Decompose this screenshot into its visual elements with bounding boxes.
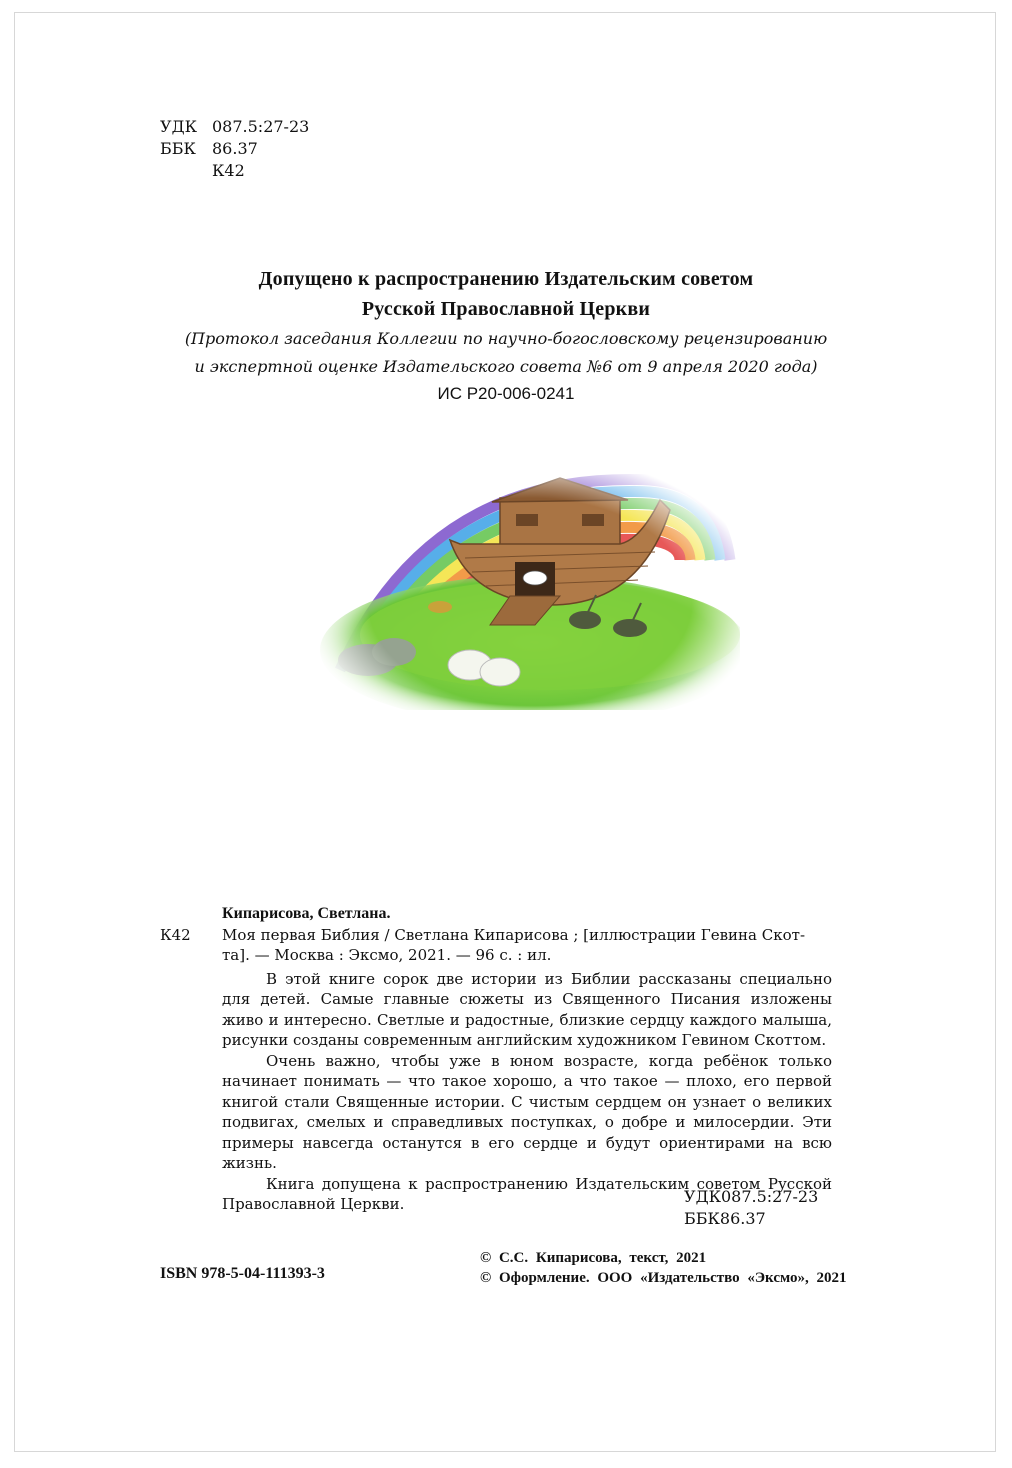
protocol-line-1: (Протокол заседания Коллегии по научно-богословскому рецензированию — [184, 329, 828, 348]
bbk-row — [160, 138, 309, 160]
catalog-title-line-1: Моя первая Библия / Светлана Кипарисова ; [иллюстрации Гевина Скот- — [222, 925, 806, 944]
copyright-text: © С.С. Кипарисова, текст, 2021 — [480, 1250, 707, 1266]
classification-codes-bottom — [684, 1186, 818, 1230]
bbk-value-bottom: 86.37 — [719, 1209, 766, 1228]
catalog-title-entry — [160, 925, 832, 966]
author-mark-row — [160, 160, 309, 182]
description-paragraph-3: Книга допущена к распространению Издательским советом Русской Православной Церкви. — [222, 1174, 832, 1213]
udk-value-bottom: 087.5:27-23 — [720, 1187, 819, 1206]
catalog-mark: К42 — [160, 925, 191, 944]
approval-line-1: Допущено к распространению Издательским советом — [258, 268, 754, 290]
isbn: ISBN 978-5-04-111393-3 — [160, 1265, 325, 1282]
udk-value: 087.5:27-23 — [212, 117, 310, 136]
page-border — [14, 12, 996, 1452]
udk-label-bottom: УДК — [684, 1187, 721, 1206]
church-approval-block — [120, 264, 892, 406]
protocol-line-2: и экспертной оценке Издательского совета №6 от 9 апреля 2020 года) — [194, 357, 818, 376]
copyright-block — [480, 1248, 847, 1288]
catalog-author: Кипарисова, Светлана. — [222, 905, 391, 922]
noahs-ark-rainbow-illustration — [320, 440, 740, 710]
udk-row — [160, 116, 309, 138]
udk-row-bottom — [684, 1186, 818, 1208]
ark-illustration-svg — [320, 440, 740, 710]
approval-number: ИС Р20-006-0241 — [437, 384, 575, 403]
classification-codes-top — [160, 116, 309, 182]
catalog-description — [160, 969, 832, 1215]
description-paragraph-1: В этой книге сорок две истории из Библии рассказаны специально для детей. Самые главные сюжеты из Священного Писания изложены живо и интересно. Светлые и радостные, близкие сердцу каждого малыша, рисунки созданы современным английским художником Гевином Скоттом. — [222, 969, 832, 1049]
bbk-value: 86.37 — [212, 139, 258, 158]
copyright-design: © Оформление. ООО «Издательство «Эксмо», 2021 — [480, 1270, 847, 1286]
catalog-title-line-2: та]. — Москва : Эксмо, 2021. — 96 с. : ил. — [222, 946, 552, 964]
bbk-label-bottom: ББК — [684, 1209, 720, 1228]
udk-label: УДК — [160, 117, 197, 136]
author-mark: К42 — [212, 161, 245, 180]
catalog-record — [160, 904, 832, 1215]
approval-line-2: Русской Православной Церкви — [361, 298, 651, 320]
bbk-row-bottom — [684, 1208, 818, 1230]
bbk-label: ББК — [160, 139, 196, 158]
description-paragraph-2: Очень важно, чтобы уже в юном возрасте, когда ребёнок только начинает понимать — что такое хорошо, а что такое — плохо, его первой книгой стали Священные истории. С чистым сердцем он узнает о великих подвигах, смелых и справедливых поступках, о добре и милосердии. Эти примеры навсегда останутся в его сердце и будут ориентирами на всю жизнь. — [222, 1051, 832, 1172]
